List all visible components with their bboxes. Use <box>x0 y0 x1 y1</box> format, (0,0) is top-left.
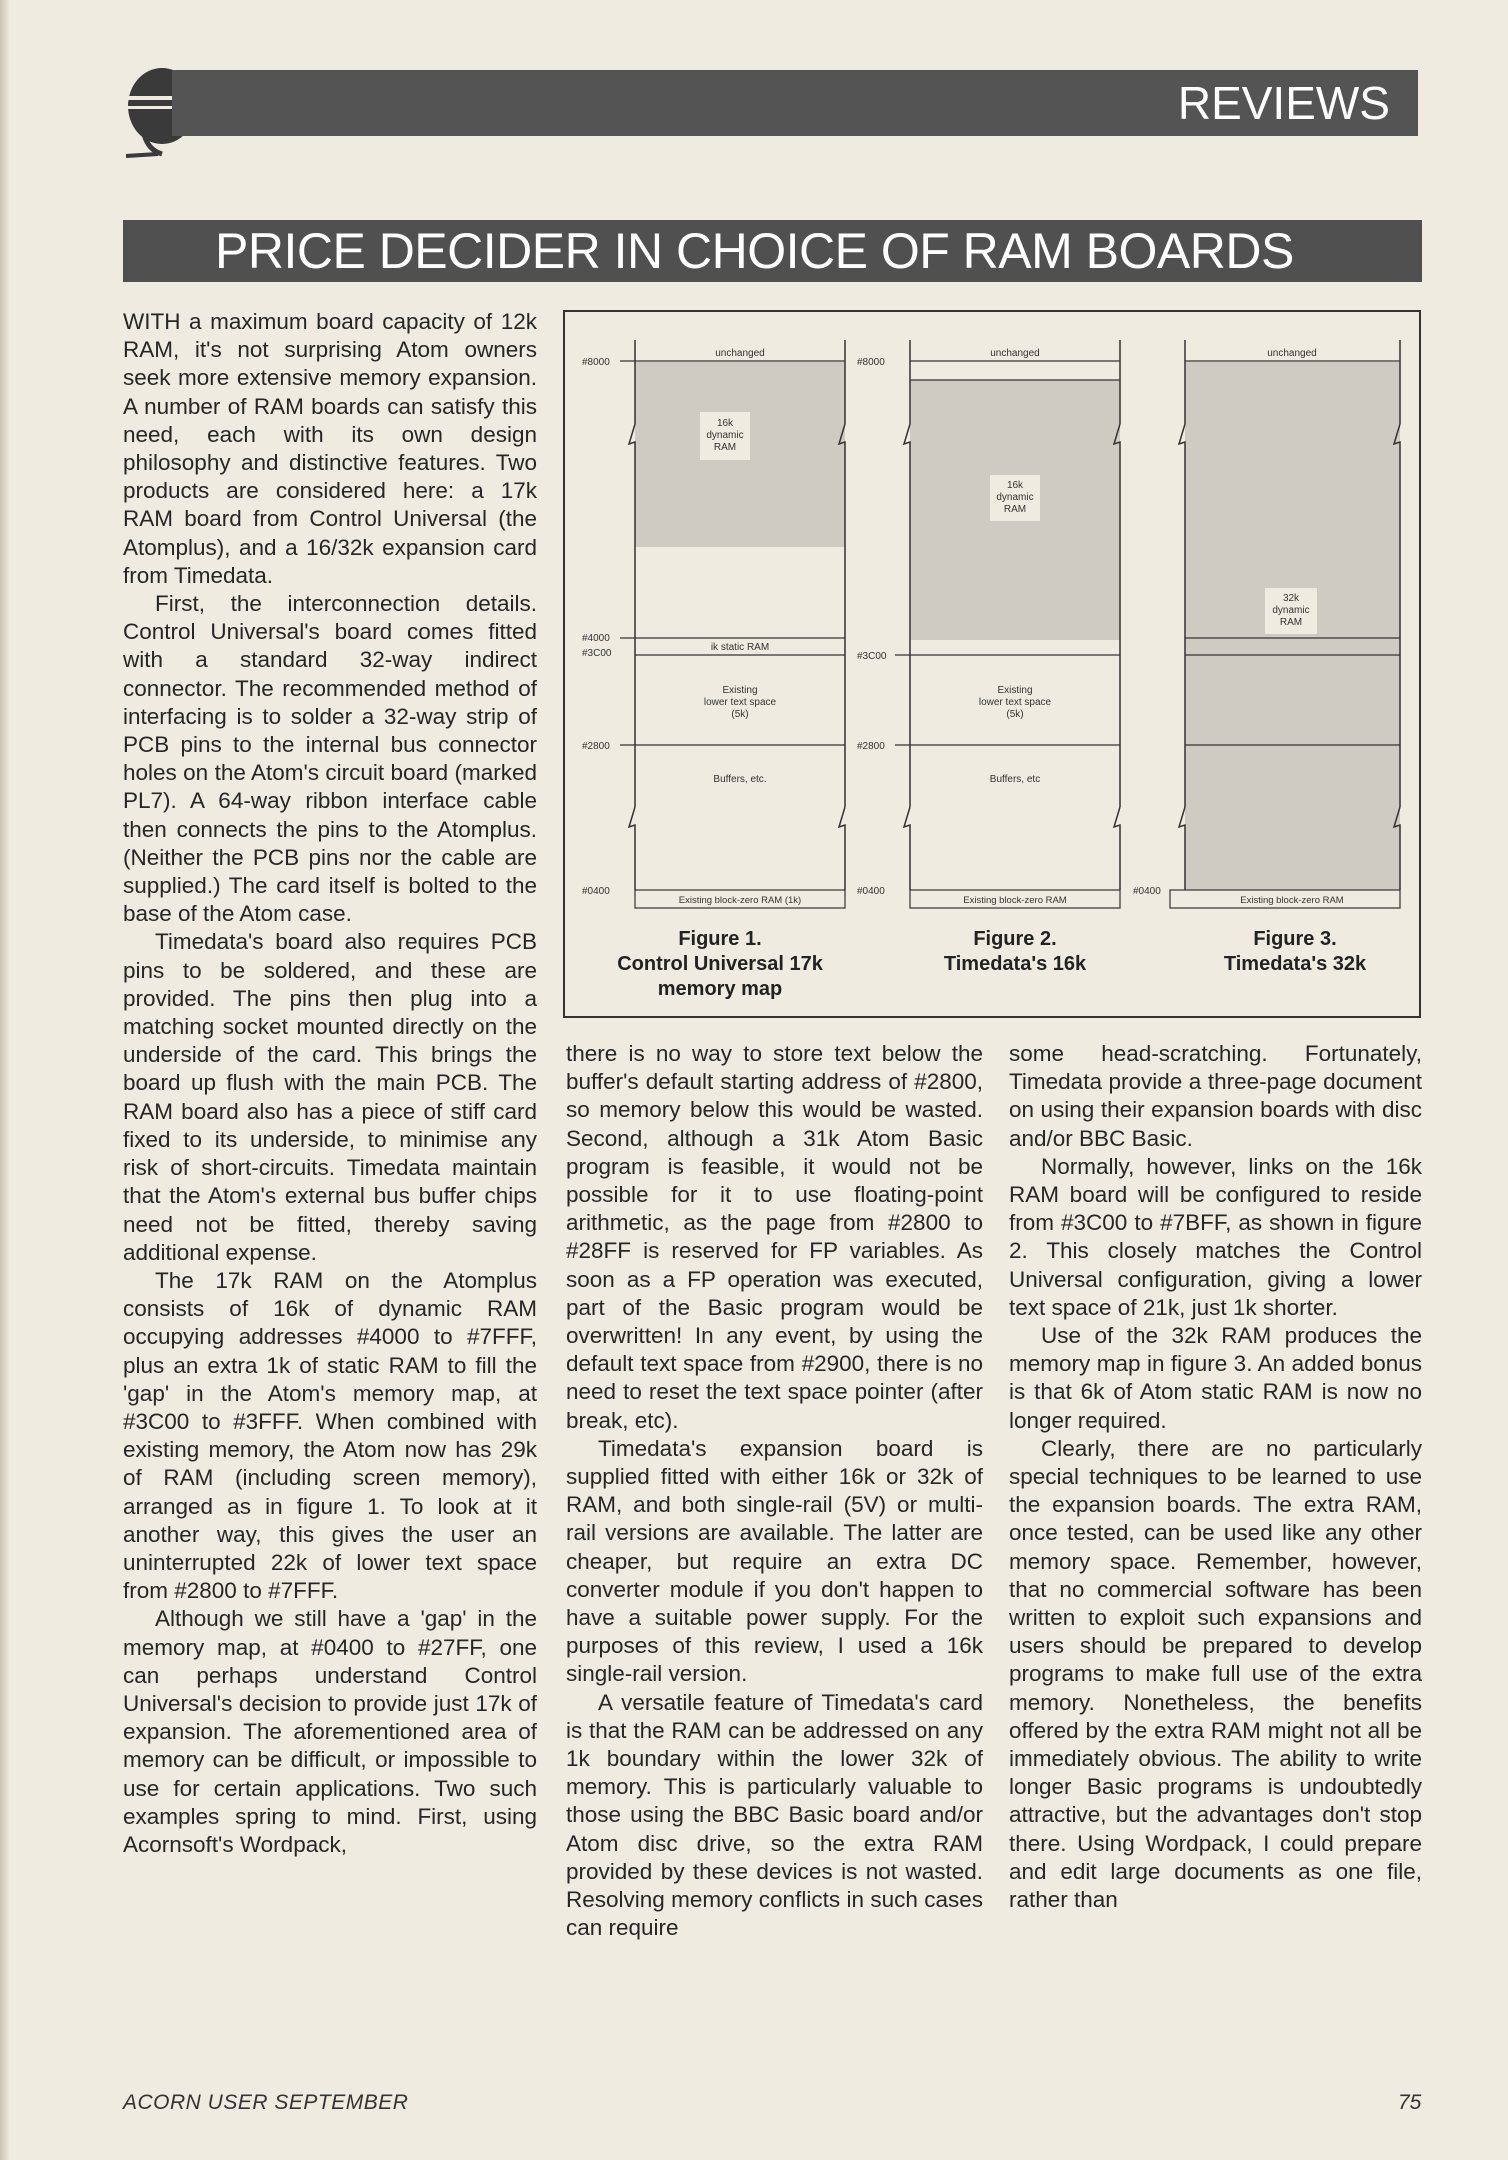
fig1-addr-4000: #4000 <box>582 633 610 644</box>
fig1-ram-line2: dynamic <box>706 430 744 441</box>
page-number: 75 <box>1398 2091 1422 2114</box>
paragraph: The 17k RAM on the Atomplus consists of 16k of dynamic RAM occupying addresses #4000 to #7FFF, plus an extra 1k of static RAM to fill the 'gap' in the Atom's memory map, at #3C00 to #3FFF. When combined with existing memory, the Atom now has 29k of RAM (including screen memory), arranged as in figure 1. To look at it another way, this gives the user an uninterrupted 22k of lower text space from #2800 to #7FFF. <box>123 1267 537 1604</box>
fig1-addr-8000: #8000 <box>582 357 610 368</box>
fig3-ram-line3: RAM <box>1279 617 1303 628</box>
paragraph: Normally, however, links on the 16k RAM board will be configured to reside from #3C00 to #7BFF, as shown in figure 2. This closely matches the Control Universal configuration, giving a lower text space of 21k, just 1k shorter. <box>1009 1153 1422 1320</box>
fig2-addr-3c00: #3C00 <box>857 651 887 662</box>
fig2-ram-line2: dynamic <box>996 492 1034 503</box>
fig1-addr-0400: #0400 <box>582 886 610 897</box>
fig2-ram-line3: RAM <box>1003 504 1027 515</box>
fig1-lower-line3: (5k) <box>731 709 749 720</box>
fig2-lower-line3: (5k) <box>1006 709 1024 720</box>
figure-3-caption <box>1175 927 1415 977</box>
caption-line: Timedata's 32k <box>1223 953 1367 975</box>
fig1-unchanged: unchanged <box>715 348 765 359</box>
memory-map-diagrams <box>565 312 1419 1016</box>
paragraph: Use of the 32k RAM produces the memory map in figure 3. An added bonus is that 6k of Atom static RAM is now no longer required. <box>1009 1323 1422 1433</box>
figure-2-caption <box>895 927 1135 977</box>
fig2-lower-line2: lower text space <box>978 697 1052 708</box>
article-column-1 <box>123 308 537 1859</box>
caption-line: Figure 1. <box>678 928 762 950</box>
fig3-block-zero: Existing block-zero RAM <box>1240 895 1344 906</box>
caption-line: Figure 3. <box>1253 928 1337 950</box>
paragraph: WITH a maximum board capacity of 12k RAM, it's not surprising Atom owners seek more extensive memory expansion. A number of RAM boards can satisfy this need, each with its own design philosophy and distinctive features. Two products are considered here: a 17k RAM board from Control Universal (the Atomplus), and a 16/32k expansion card from Timedata. <box>123 309 537 588</box>
fig2-block-zero: Existing block-zero RAM <box>963 895 1067 906</box>
fig2-addr-2800: #2800 <box>857 741 885 752</box>
fig1-ram-line1: 16k <box>716 418 734 429</box>
paragraph: First, the interconnection details. Control Universal's board comes fitted with a standard 32-way indirect connector. The recommended method of interfacing is to solder a 32-way strip of PCB pins to the internal bus connector holes on the Atom's circuit board (marked PL7). A 64-way ribbon interface cable then connects the pins to the Atomplus. (Neither the PCB pins nor the cable are supplied.) The card itself is bolted to the base of the Atom case. <box>123 591 537 927</box>
fig1-addr-3c00: #3C00 <box>582 648 612 659</box>
fig1-ram-line3: RAM <box>713 442 737 453</box>
caption-line: Figure 2. <box>973 928 1057 950</box>
fig3-ram-line1: 32k <box>1282 593 1300 604</box>
paragraph: some head-scratching. Fortunately, Timedata provide a three-page document on using their expansion boards with disc and/or BBC Basic. <box>1009 1041 1422 1151</box>
article-title-bar <box>123 220 1422 282</box>
fig2-addr-0400: #0400 <box>857 886 885 897</box>
fig3-unchanged: unchanged <box>1267 348 1317 359</box>
fig2-unchanged: unchanged <box>990 348 1040 359</box>
paragraph: A versatile feature of Timedata's card is that the RAM can be addressed on any 1k boundary within the lower 32k of memory. This is particularly valuable to those using the BBC Basic board and/or Atom disc drive, so the extra RAM provided by these devices is not wasted. Resolving memory conflicts in such cases can require <box>566 1689 983 1941</box>
section-header-bar <box>172 70 1418 136</box>
article-column-2 <box>566 1040 983 1943</box>
fig2-buffers: Buffers, etc <box>989 774 1041 785</box>
fig1-lower-line1: Existing <box>722 685 758 696</box>
fig2-lower-line1: Existing <box>997 685 1033 696</box>
figure-1-caption <box>585 927 855 1002</box>
fig3-addr-0400: #0400 <box>1133 886 1161 897</box>
figure-2-diagram <box>895 340 1120 908</box>
caption-line: Timedata's 16k <box>943 953 1087 975</box>
paragraph: Timedata's board also requires PCB pins to be soldered, and these are provided. The pins then plug into a matching socket mounted directly on the underside of the card. This brings the board up flush with the main PCB. The RAM board also has a piece of stiff card fixed to its underside, to minimise any risk of short-circuits. Timedata maintain that the Atom's external bus buffer chips need not be fitted, thereby saving additional expense. <box>123 929 537 1265</box>
paragraph: there is no way to store text below the buffer's default starting address of #2800, so memory below this would be wasted. Second, although a 31k Atom Basic program is feasible, it would not be possible for it to use floating-point arithmetic, as the page from #2800 to #28FF is reserved for FP variables. As soon as a FP operation was executed, part of the Basic program would be overwritten! In any event, by using the default text space from #2900, there is no need to reset the text space pointer (after break, etc). <box>566 1041 983 1433</box>
footer-publication: ACORN USER SEPTEMBER <box>123 2091 409 2114</box>
article-column-3 <box>1009 1040 1422 1914</box>
fig1-buffers: Buffers, etc. <box>713 774 767 785</box>
section-label: REVIEWS <box>1177 77 1390 129</box>
memory-map-figures <box>563 310 1421 1018</box>
fig1-block-zero: Existing block-zero RAM (1k) <box>678 895 802 906</box>
page-gutter-shadow <box>0 0 10 2160</box>
fig1-addr-2800: #2800 <box>582 741 610 752</box>
fig1-static-ram: ik static RAM <box>710 642 770 653</box>
paragraph: Timedata's expansion board is supplied fitted with either 16k or 32k of RAM, and both single-rail (5V) or multi-rail versions are available. The latter are cheaper, but require an extra DC converter module if you don't happen to have a suitable power supply. For the purposes of this review, I used a 16k single-rail version. <box>566 1435 983 1687</box>
fig1-lower-line2: lower text space <box>703 697 777 708</box>
fig2-addr-8000: #8000 <box>857 357 885 368</box>
fig2-ram-line1: 16k <box>1006 480 1024 491</box>
caption-line: Control Universal 17k <box>617 953 823 975</box>
caption-line: memory map <box>657 978 783 1000</box>
article-title: PRICE DECIDER IN CHOICE OF RAM BOARDS <box>215 223 1294 279</box>
fig3-ram-line2: dynamic <box>1272 605 1310 616</box>
paragraph: Clearly, there are no particularly special techniques to be learned to use the expansion boards. The extra RAM, once tested, can be used like any other memory space. Remember, however, that no commercial software has been written to exploit such expansions and users should be prepared to develop programs to make full use of the extra memory. Nonetheless, the benefits offered by the extra RAM might not all be immediately obvious. The ability to write longer Basic programs is undoubtedly attractive, but the advantages don't stop there. Using Wordpack, I could prepare and edit large documents as one file, rather than <box>1009 1435 1422 1913</box>
paragraph: Although we still have a 'gap' in the memory map, at #0400 to #27FF, one can perhaps understand Control Universal's decision to provide just 17k of expansion. The aforementioned area of memory can be difficult, or impossible to use for certain applications. Two such examples spring to mind. First, using Acornsoft's Wordpack, <box>123 1606 537 1857</box>
